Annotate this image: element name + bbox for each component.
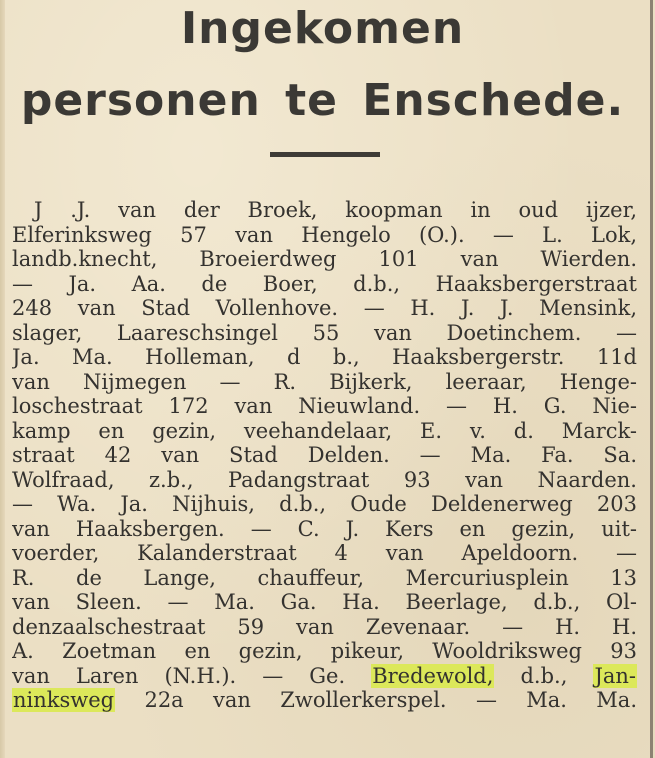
line-text: van Laren (N.H.). — Ge. [12, 663, 372, 688]
article-line-highlighted [12, 664, 637, 689]
article-line: J .J. van der Broek, koopman in oud ijzer, [34, 198, 637, 222]
line-text: d.b., [494, 663, 594, 688]
headline-line-1: Ingekomen [180, 3, 465, 54]
article-line: loschestraat 172 van Nieuwland. — H. G. Nie- [12, 394, 637, 418]
article-line: van Nijmegen — R. Bijkerk, leeraar, Henge- [12, 369, 637, 394]
highlighted-term: ninksweg [13, 688, 115, 712]
article-line: landb.knecht, Broeierdweg 101 van Wierden. [12, 247, 637, 271]
article-line: kamp en gezin, veehandelaar, E. v. d. Marck- [12, 418, 637, 443]
article-line: straat 42 van Stad Delden. — Ma. Fa. Sa. [12, 443, 637, 467]
article-line: slager, Laareschsingel 55 van Doetinchem. — [12, 320, 637, 345]
highlighted-term: Jan- [594, 663, 636, 688]
line-text: 22a van Zwollerkerspel. — Ma. Ma. [115, 688, 637, 712]
article-line: R. de Lange, chauffeur, Mercuriusplein 13 [12, 565, 637, 590]
headline-divider [270, 152, 380, 157]
article-line: van Sleen. — Ma. Ga. Ha. Beerlage, d.b., Ol- [12, 590, 637, 614]
article-line: Wolfraad, z.b., Padangstraat 93 van Naarden. [12, 467, 637, 492]
article-line: Ja. Ma. Holleman, d b., Haaksbergerstr. 11d [12, 345, 637, 369]
article-line: 248 van Stad Vollenhove. — H. J. J. Mensink, [12, 296, 637, 320]
article-line: — Ja. Aa. de Boer, d.b., Haaksbergerstraat [12, 271, 637, 296]
article-line-highlighted [12, 688, 637, 713]
highlighted-term: Bredewold, [372, 663, 494, 688]
article-line: A. Zoetman en gezin, pikeur, Wooldriksweg 93 [12, 639, 637, 663]
article-line: van Haaksbergen. — C. J. Kers en gezin, uit- [12, 516, 637, 541]
article-line: denzaalschestraat 59 van Zevenaar. — H. H. [12, 614, 637, 639]
article-body [12, 198, 637, 713]
column-rule-right [650, 0, 653, 758]
article-line: voerder, Kalanderstraat 4 van Apeldoorn. — [12, 541, 637, 565]
article-line: — Wa. Ja. Nijhuis, d.b., Oude Deldenerweg 203 [12, 492, 637, 516]
article-line: Elferinksweg 57 van Hengelo (O.). — L. Lok, [12, 222, 637, 247]
headline-line-2: personen te Enschede. [20, 75, 625, 126]
